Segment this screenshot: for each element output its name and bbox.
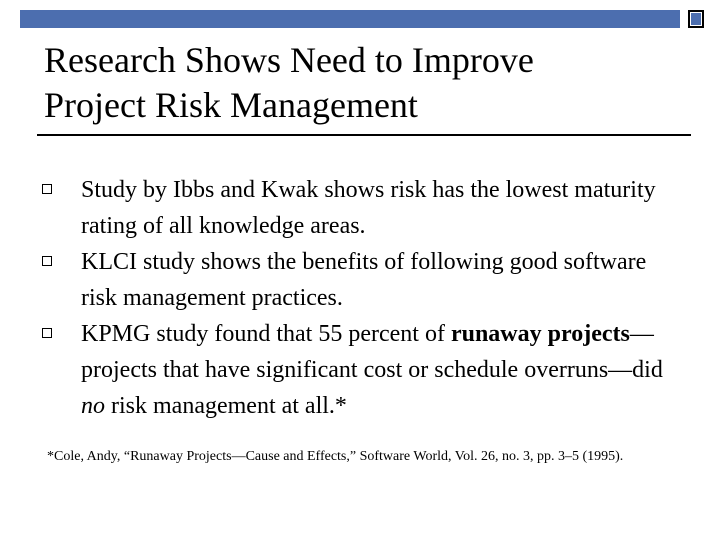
bullet-text: KLCI study shows the benefits of following good software risk management practices. xyxy=(81,249,647,311)
hollow-square-bullet-icon xyxy=(42,256,52,266)
hollow-square-bullet-icon xyxy=(42,184,52,194)
bullet-item-ibbs-kwak xyxy=(0,172,681,244)
bullet-text-pre: KPMG study found that 55 percent of xyxy=(81,321,451,347)
slide-title xyxy=(44,38,684,128)
title-divider xyxy=(37,134,691,136)
decorative-corner-square xyxy=(688,10,704,28)
bullet-text-bold-term: runaway projects xyxy=(450,321,630,347)
bullet-text: Study by Ibbs and Kwak shows risk has the lowest maturity rating of all knowledge areas. xyxy=(81,177,656,239)
bullet-text-post: risk management at all.* xyxy=(105,393,347,419)
bullet-text-mid: —projects that have significant cost or schedule overruns—did xyxy=(81,321,663,383)
decorative-top-bar xyxy=(20,10,680,28)
bullet-item-kpmg xyxy=(0,316,681,424)
citation-footnote: *Cole, Andy, “Runaway Projects—Cause and Effects,” Software World, Vol. 26, no. 3, pp. 3–5 (1995). xyxy=(47,449,624,464)
bullet-list xyxy=(0,172,720,424)
bullet-text-italic: no xyxy=(81,393,105,419)
hollow-square-bullet-icon xyxy=(42,328,52,338)
bullet-item-klci xyxy=(0,244,681,316)
slide-title-line-2: Project Risk Management xyxy=(44,85,418,125)
slide-title-line-1: Research Shows Need to Improve xyxy=(44,40,534,80)
